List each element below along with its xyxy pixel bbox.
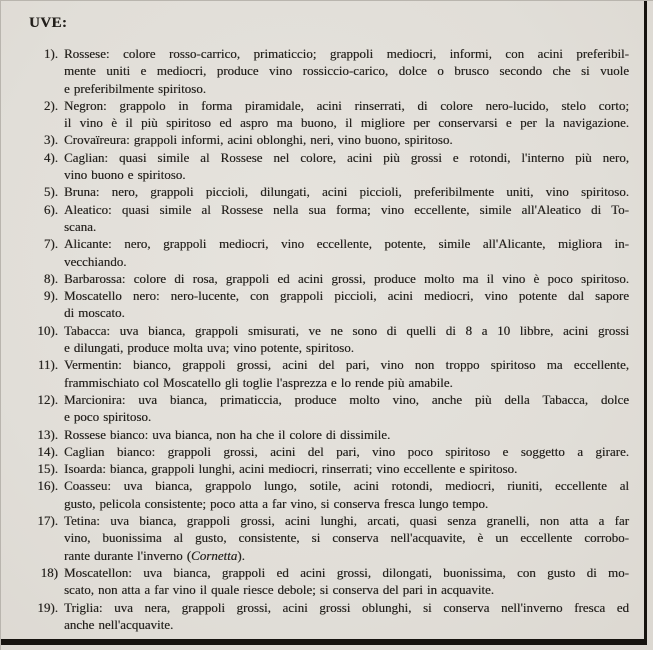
list-item <box>25 512 629 564</box>
item-number: 7). <box>43 236 58 252</box>
page-edge-rule-bottom <box>1 639 647 645</box>
item-number: 8). <box>43 270 58 286</box>
list-item <box>25 426 629 443</box>
item-text-line: e preferibilmente spiritoso. <box>64 80 206 96</box>
item-number: 13). <box>37 426 58 442</box>
item-text-line: Moscatellon: uva bianca, grappoli ed acini grossi, dilongati, buonissima, con gusto di mo- <box>64 564 629 580</box>
item-text-line: il vino è il più spiritoso ed aspro ma buono, il migliore per conservarsi e per la navigazione. <box>64 115 629 131</box>
item-text-line: mente uniti e mediocri, produce vino rossiccio-carico, dolce o brusco secondo che si vuole <box>64 63 629 79</box>
item-text <box>64 512 629 564</box>
item-text-line: frammischiato col Moscatello gli toglie l'asprezza e lo rende più amabile. <box>64 374 453 390</box>
item-text-line: Negron: grappolo in forma piramidale, acini rinserrati, di colore nero-lucido, stelo corto; <box>64 97 629 113</box>
item-text-line: Moscatello nero: nero-lucente, con grappoli piccioli, acini mediocri, vino potente dal sapore <box>64 288 629 304</box>
item-text-line: Tabacca: uva bianca, grappoli smisurati, ve ne sono di quelli di 8 a 10 libbre, acini grossi <box>64 322 629 338</box>
item-number: 3). <box>43 132 58 148</box>
item-text <box>64 149 629 184</box>
item-text-line: Tetina: uva bianca, grappoli grossi, acini lunghi, arcati, quasi senza granelli, non atta a far <box>64 513 629 529</box>
item-text <box>64 45 629 97</box>
list-item <box>25 599 629 634</box>
item-number: 2). <box>43 97 58 113</box>
list-item <box>25 270 629 287</box>
item-number: 1). <box>43 46 58 61</box>
item-text <box>64 131 629 148</box>
item-text <box>64 477 629 512</box>
item-number: 11). <box>37 357 58 373</box>
item-text-line: vino buono e spiritoso. <box>64 167 186 183</box>
item-text-line: Caglian bianco: grappoli grossi, acini del pari, vino poco spiritoso e soggetto a girare. <box>64 443 629 459</box>
item-text <box>64 183 629 200</box>
item-number: 19). <box>37 599 58 615</box>
item-text-line: Caglian: quasi simile al Rossese nel colore, acini più grossi e rotondi, l'interno più nero, <box>64 149 629 165</box>
list-item <box>25 45 629 97</box>
list-item <box>25 460 629 477</box>
list-item <box>25 183 629 200</box>
item-number: 9). <box>43 288 58 304</box>
list-item <box>25 356 629 391</box>
item-text-line: Vermentin: bianco, grappoli grossi, acini del pari, vino non troppo spiritoso ma eccellente, <box>64 357 629 373</box>
item-text-line: anche nell'acquavite. <box>64 616 174 632</box>
item-number: 15). <box>37 461 58 477</box>
list-item <box>25 322 629 357</box>
item-text <box>64 426 629 443</box>
list-item <box>25 97 629 132</box>
list-item <box>25 149 629 184</box>
item-text <box>64 443 629 460</box>
item-text <box>64 287 629 322</box>
page-title: UVE: <box>29 15 68 31</box>
item-text-line: Alicante: nero, grappoli mediocri, vino eccellente, potente, simile all'Alicante, migliora in- <box>64 236 629 252</box>
page-edge-rule-right <box>644 1 647 645</box>
item-text <box>64 322 629 357</box>
item-number: 4). <box>43 149 58 165</box>
item-text <box>64 356 629 391</box>
item-text-line: Crovaïreura: grappoli informi, acini oblonghi, neri, vino buono, spiritoso. <box>64 132 453 148</box>
item-number: 12). <box>37 391 58 407</box>
list-item <box>25 201 629 236</box>
item-text-line: vino, buonissima al gusto, consistente, si conserva nell'acquavite, è un eccellente corrobo- <box>64 530 629 546</box>
item-text <box>64 235 629 270</box>
item-text <box>64 564 629 599</box>
list-item <box>25 391 629 426</box>
list-item <box>25 564 629 599</box>
item-number: 6). <box>43 201 58 217</box>
item-text-line: gusto, pelicola consistente; poco atta a far vino, si conserva fresca lungo tempo. <box>64 495 489 511</box>
item-text <box>64 460 629 477</box>
item-text <box>64 201 629 236</box>
list-item <box>25 477 629 512</box>
item-text-line: Rossese bianco: uva bianca, non ha che il colore di dissimile. <box>64 426 391 442</box>
italic-term: Cornetta <box>191 547 238 563</box>
item-text <box>64 97 629 132</box>
item-text <box>64 270 629 287</box>
item-number: 18) <box>40 564 58 580</box>
item-number: 17). <box>37 513 58 529</box>
list-item <box>25 287 629 322</box>
item-text-line: e dilungati, produce molta uva; vino potente, spiritoso. <box>64 340 354 356</box>
list-item <box>25 443 629 460</box>
item-text <box>64 599 629 634</box>
item-text-line: Rossese: colore rosso-carrico, primaticcio; grappoli mediocri, informi, con acini preferibil- <box>64 46 629 61</box>
page-content <box>1 1 653 633</box>
item-text-line: Marcionira: uva bianca, primaticcia, produce molto vino, anche più della Tabacca, dolce <box>64 391 629 407</box>
item-text-line: di moscato. <box>64 305 125 321</box>
list-item <box>25 131 629 148</box>
item-number: 10). <box>37 322 58 338</box>
item-text-line: Barbarossa: colore di rosa, grappoli ed acini grossi, produce molto ma il vino è poco spiritoso. <box>64 270 629 286</box>
item-number: 14). <box>37 443 58 459</box>
item-number: 5). <box>43 184 58 200</box>
list-item <box>25 235 629 270</box>
item-text-line: Isoarda: bianca, grappoli lunghi, acini mediocri, rinserrati; vino eccellente e spiritoso. <box>64 461 518 477</box>
item-text-line: Bruna: nero, grappoli piccioli, dilungati, acini piccioli, preferibilmente uniti, vino spiritoso. <box>64 184 629 200</box>
item-text-line: Coasseu: uva bianca, grappolo lungo, sotile, acini rotondi, mediocri, riuniti, eccellente al <box>64 478 629 494</box>
item-text <box>64 391 629 426</box>
item-text-line: vecchiando. <box>64 253 127 269</box>
item-text-line: scato, non atta a far vino il quale riesce debole; si conserva del pari in acquavite. <box>64 582 495 598</box>
item-text-line: scana. <box>64 218 97 234</box>
item-text-line: Triglia: uva nera, grappoli grossi, acini grossi oblunghi, si conserva nell'inverno fresca ed <box>64 599 629 615</box>
item-text-line: Aleatico: quasi simile al Rossese nella sua forma; vino eccellente, simile all'Aleatico di To- <box>64 201 629 217</box>
item-text-line: e poco spiritoso. <box>64 409 152 425</box>
grape-list <box>25 45 629 633</box>
item-number: 16). <box>37 478 58 494</box>
item-text-line: rante durante l'inverno (Cornetta). <box>64 547 245 563</box>
